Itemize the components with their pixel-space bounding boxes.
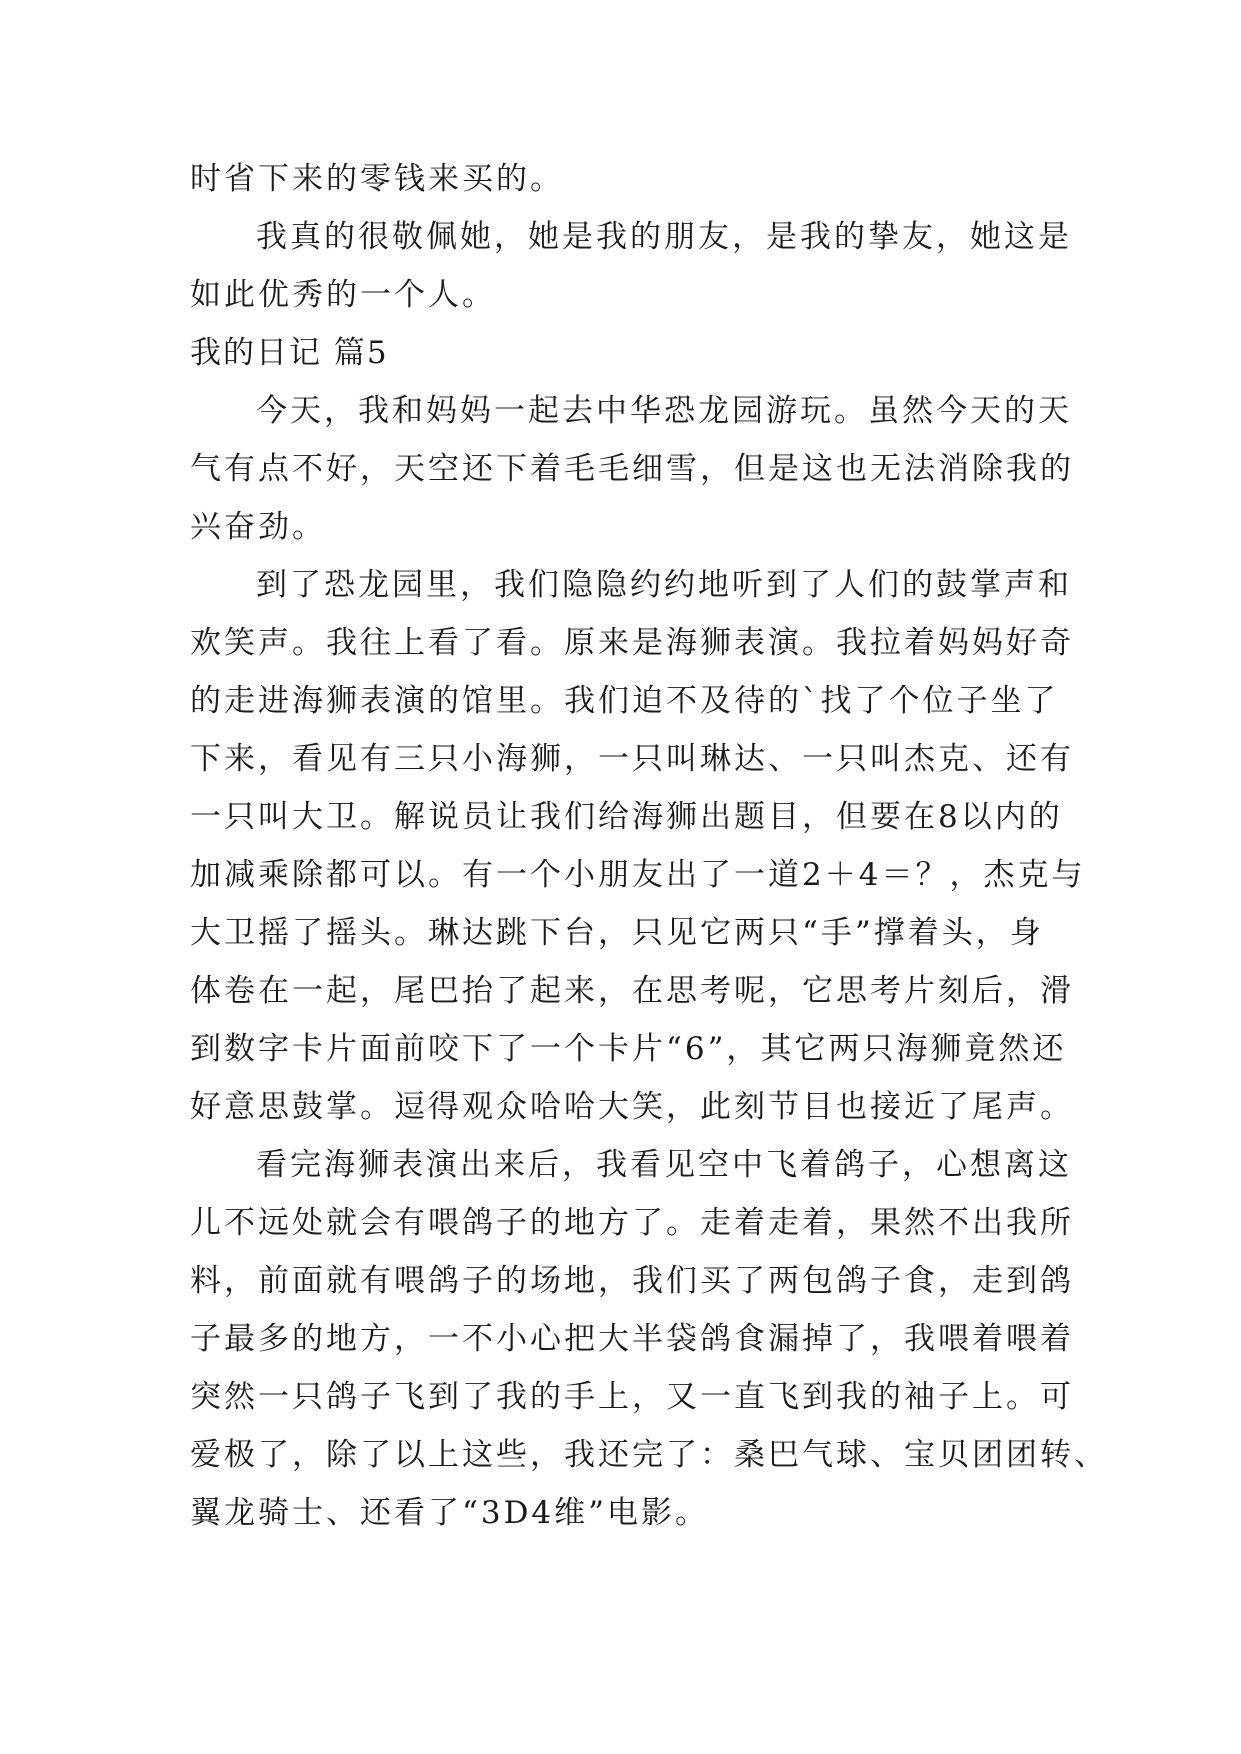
text-line: 气有点不好，天空还下着毛毛细雪，但是这也无法消除我的 [190, 451, 1074, 487]
text-line: 爱极了，除了以上这些，我还完了：桑巴气球、宝贝团团转、 [190, 1437, 1108, 1473]
text-line: 翼龙骑士、还看了“3D4维”电影。 [190, 1495, 709, 1531]
text-line: 兴奋劲。 [190, 509, 326, 545]
text-line: 儿不远处就会有喂鸽子的地方了。走着走着，果然不出我所 [190, 1205, 1074, 1241]
text-line: 下来，看见有三只小海狮，一只叫琳达、一只叫杰克、还有 [190, 741, 1074, 777]
text-line: 突然一只鸽子飞到了我的手上，又一直飞到我的袖子上。可 [190, 1379, 1074, 1415]
text-line: 的走进海狮表演的馆里。我们迫不及待的`找了个位子坐了 [190, 683, 1059, 719]
text-line: 时省下来的零钱来买的。 [190, 161, 564, 197]
paragraph-start-line: 今天，我和妈妈一起去中华恐龙园游玩。虽然今天的天 [256, 393, 1072, 429]
text-line: 一只叫大卫。解说员让我们给海狮出题目，但要在8以内的 [190, 799, 1063, 835]
text-line: 子最多的地方，一不小心把大半袋鸽食漏掉了，我喂着喂着 [190, 1321, 1074, 1357]
text-line: 大卫摇了摇头。琳达跳下台，只见它两只“手”撑着头，身 [190, 915, 1044, 951]
section-heading: 我的日记 篇5 [190, 335, 389, 371]
paragraph-start-line: 看完海狮表演出来后，我看见空中飞着鸽子，心想离这 [256, 1147, 1072, 1183]
text-line: 好意思鼓掌。逗得观众哈哈大笑，此刻节目也接近了尾声。 [190, 1089, 1074, 1125]
text-line: 加减乘除都可以。有一个小朋友出了一道2＋4＝？，杰克与 [190, 857, 1086, 893]
paragraph-start-line: 我真的很敬佩她，她是我的朋友，是我的挚友，她这是 [256, 219, 1072, 255]
text-line: 料，前面就有喂鸽子的场地，我们买了两包鸽子食，走到鸽 [190, 1263, 1074, 1299]
document-body [190, 150, 1108, 1542]
text-line: 欢笑声。我往上看了看。原来是海狮表演。我拉着妈妈好奇 [190, 625, 1074, 661]
text-line: 到数字卡片面前咬下了一个卡片“6”，其它两只海狮竟然还 [190, 1031, 1067, 1067]
paragraph-start-line: 到了恐龙园里，我们隐隐约约地听到了人们的鼓掌声和 [256, 567, 1072, 603]
text-line: 体卷在一起，尾巴抬了起来，在思考呢，它思考片刻后，滑 [190, 973, 1074, 1009]
text-line: 如此优秀的一个人。 [190, 277, 496, 313]
